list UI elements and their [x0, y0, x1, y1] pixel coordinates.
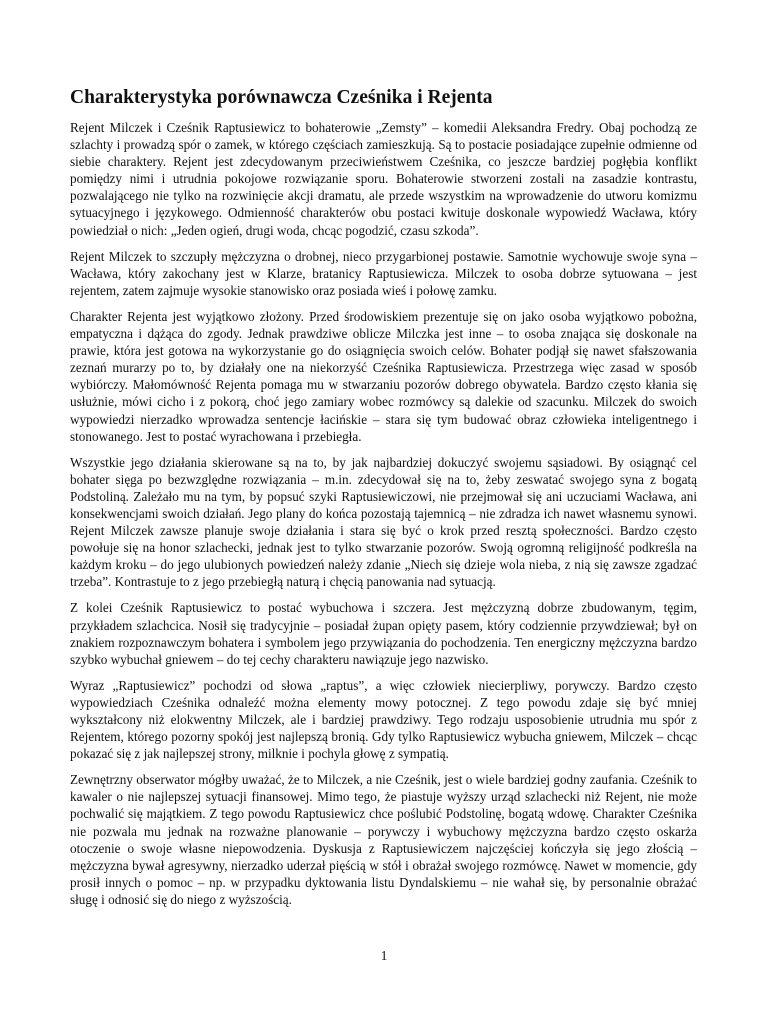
paragraph-5: Z kolei Cześnik Raptusiewicz to postać wybuchowa i szczera. Jest mężczyzną dobrze zbudowanym, tęgim, przykładem szlachcica. Nosił się tradycyjnie – posiadał żupan opięty pasem, który codziennie przywdziewał; był on znakiem rozpoznawczym bohatera i symbolem jego przywiązania do pochodzenia. Ten energiczny mężczyzna bardzo szybko wybuchał gniewem – do tej cechy charakteru nawiązuje jego nazwisko.	[70, 600, 697, 667]
paragraph-3: Charakter Rejenta jest wyjątkowo złożony. Przed środowiskiem prezentuje się on jako osoba wyjątkowo pobożna, empatyczna i dążąca do zgody. Jednak prawdziwe oblicze Milczka jest inne – to osoba znająca się doskonale na prawie, która jest gotowa na wykorzystanie go do osiągnięcia swoich celów. Bohater podjął się nawet sfałszowania zeznań murarzy po to, by działały one na niekorzyść Cześnika Raptusiewicza. Przestrzega więc zasad w sposób wybiórczy. Małomówność Rejenta pomaga mu w stwarzaniu pozorów dobrego obywatela. Bardzo często kłania się usłużnie, mówi cicho i z pokorą, choć jego zamiary wobec rozmówcy są dalekie od szacunku. Milczek do swoich wypowiedzi nierzadko wprowadza sentencje łacińskie – stara się tym budować obraz człowieka inteligentnego i stonowanego. Jest to postać wyrachowana i przebiegła.	[70, 308, 697, 444]
paragraph-6: Wyraz „Raptusiewicz” pochodzi od słowa „raptus”, a więc człowiek niecierpliwy, porywczy. Bardzo często wypowiedziach Cześnika odnaleźć można elementy mowy potocznej. Z tego powodu zdaje się być mniej wykształcony niż elokwentny Milczek, ale i bardziej prawdziwy. Tego rodzaju usposobienie utrudnia mu spór z Rejentem, którego pozorny spokój jest najlepszą bronią. Gdy tylko Raptusiewicz wybucha gniewem, Milczek – chcąc pokazać się z jak najlepszej strony, milknie i pochyla głowę z sympatią.	[70, 677, 697, 762]
paragraph-1: Rejent Milczek i Cześnik Raptusiewicz to bohaterowie „Zemsty” – komedii Aleksandra Fredry. Obaj pochodzą ze szlachty i prowadzą spór o zamek, w którego częściach zamieszkują. Są to postacie posiadające zupełnie odmienne od siebie charaktery. Rejent jest zdecydowanym przeciwieństwem Cześnika, co jeszcze bardziej pogłębia konflikt pomiędzy nimi i utrudnia pokojowe rozwiązanie sporu. Bohaterowie stworzeni zostali na zasadzie kontrastu, pozwalającego nie tylko na rozwinięcie akcji dramatu, ale przede wszystkim na wprowadzenie do utworu komizmu sytuacyjnego i językowego. Odmienność charakterów obu postaci kwituje doskonale wypowiedź Wacława, który powiedział o nich: „Jeden ogień, drugi woda, chcąc pogodzić, czasu szkoda”.	[70, 120, 697, 238]
page-number: 1	[380, 948, 388, 963]
document-title: Charakterystyka porównawcza Cześnika i Rejenta	[70, 87, 493, 108]
document-content	[70, 86, 697, 917]
paragraph-2: Rejent Milczek to szczupły mężczyzna o drobnej, nieco przygarbionej postawie. Samotnie wychowuje swoje syna – Wacława, który zakochany jest w Klarze, bratanicy Raptusiewicza. Milczek to osoba dobrze sytuowana – jest rejentem, zatem zajmuje wysokie stanowisko oraz posiada wieś i połowę zamku.	[70, 248, 697, 298]
paragraph-4: Wszystkie jego działania skierowane są na to, by jak najbardziej dokuczyć swojemu sąsiadowi. By osiągnąć cel bohater sięga po bezwzględne rozwiązania – m.in. zdecydował się na to, żeby zeswatać swojego syna z bogatą Podstoliną. Zależało mu na tym, by popsuć szyki Raptusiewiczowi, nie przejmował się ani uczuciami Wacława, ani konsekwencjami swoich działań. Jego plany do końca pozostają tajemnicą – nie zdradza ich nawet własnemu synowi. Rejent Milczek zawsze planuje swoje działania i stara się być o krok przed resztą społeczności. Bardzo często powołuje się na honor szlachecki, jednak jest to tylko stwarzanie pozorów. Swoją ogromną religijność podkreśla na każdym kroku – do jego ulubionych powiedzeń należy zdanie „Niech się dzieje wola nieba, z nią się zawsze zgadzać trzeba”. Kontrastuje to z jego przebiegłą naturą i chęcią panowania nad sytuacją.	[70, 454, 697, 590]
paragraph-7: Zewnętrzny obserwator mógłby uważać, że to Milczek, a nie Cześnik, jest o wiele bardziej godny zaufania. Cześnik to kawaler o nie najlepszej sytuacji finansowej. Mimo tego, że piastuje wyższy urząd szlachecki niż Rejent, nie może pochwalić się majątkiem. Z tego powodu Raptusiewicz chce poślubić Podstolinę, bogatą wdowę. Charakter Cześnika nie pozwala mu jednak na rozważne planowanie – porywczy i wybuchowy mężczyzna bardzo często oskarża otoczenie o swoje własne niepowodzenia. Dyskusja z Raptusiewiczem najczęściej kończyła się jego złością – mężczyzna bywał agresywny, nierzadko uderzał pięścią w stół i obrażał swojego rozmówcę. Nawet w momencie, gdy prosił innych o pomoc – np. w przypadku dyktowania listu Dyndalskiemu – nie wahał się, by personalnie obrażać sługę i odnosić się do niego z wyższością.	[70, 772, 697, 907]
